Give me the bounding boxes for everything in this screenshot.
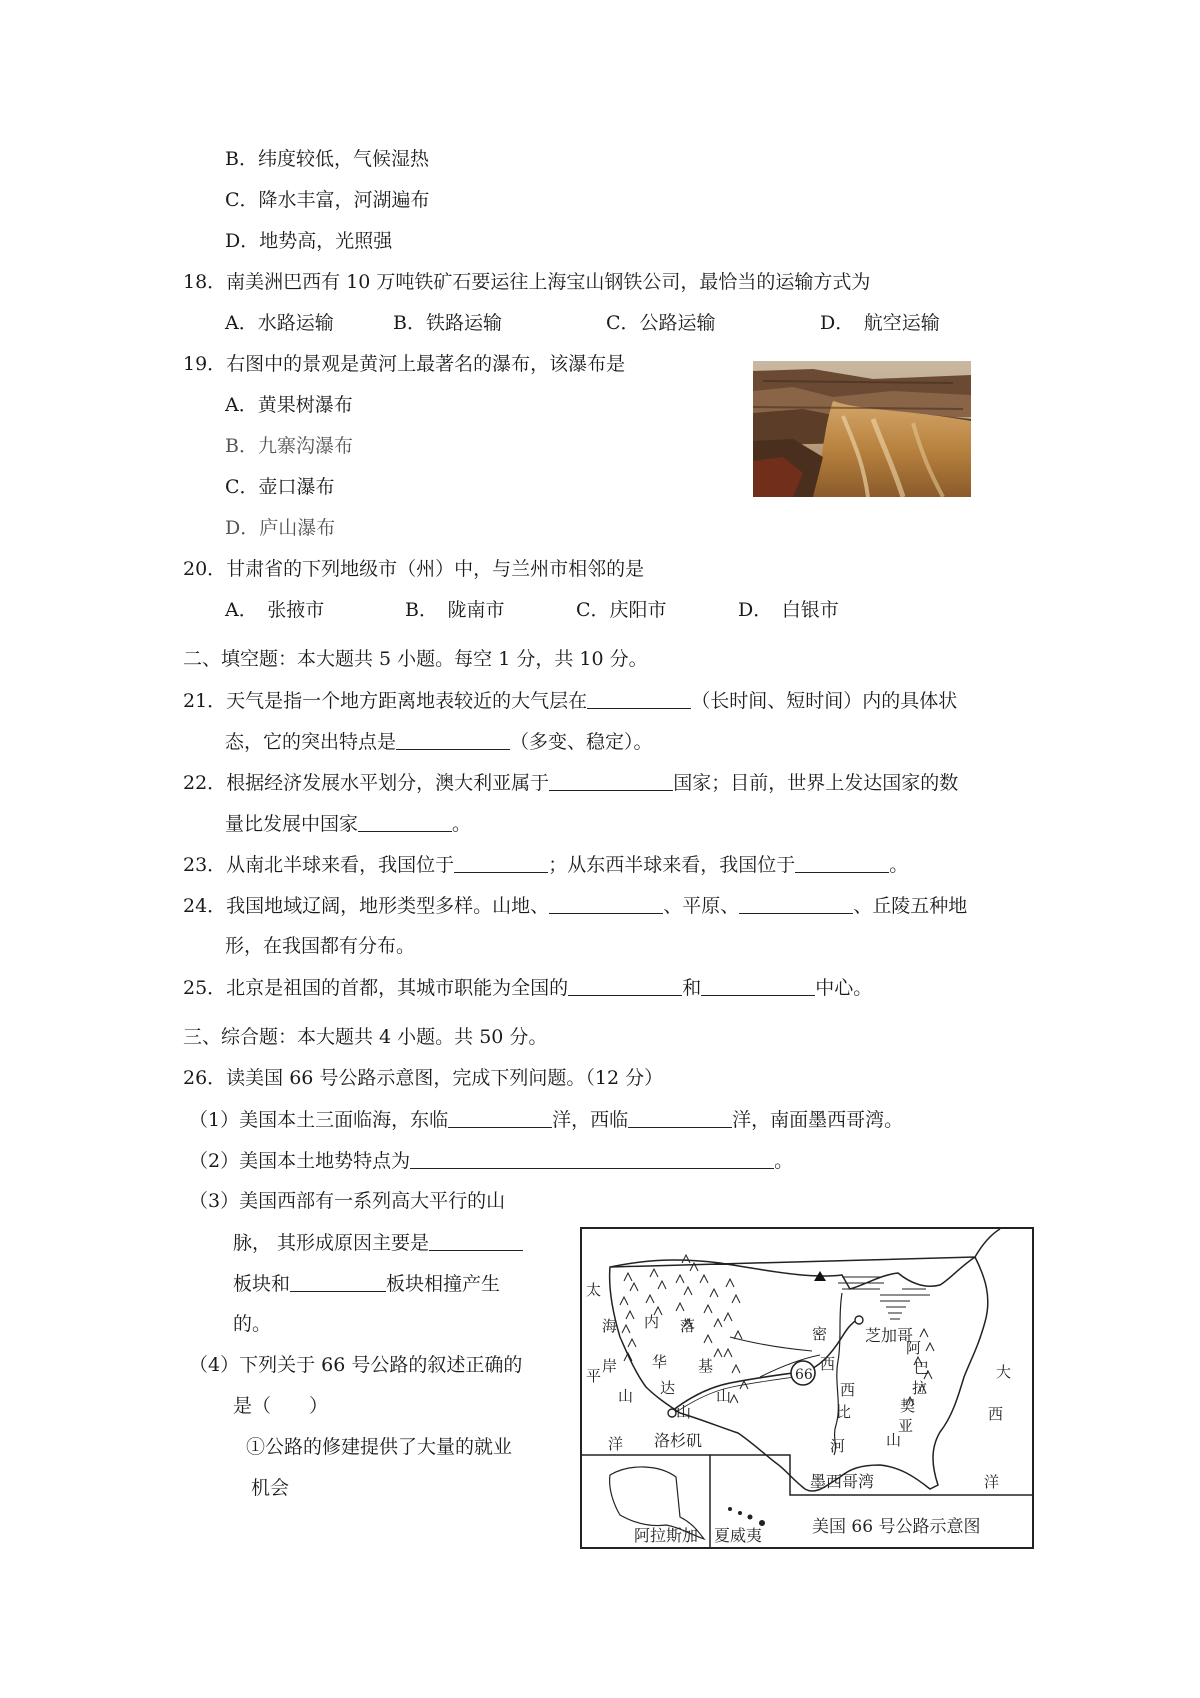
svg-text:达: 达 <box>660 1379 676 1397</box>
svg-text:芝加哥: 芝加哥 <box>865 1326 914 1345</box>
q26-part-2: （2）美国本土地势特点为 。 <box>189 1150 794 1172</box>
q26-blank-west-ocean[interactable] <box>628 1107 732 1128</box>
q25-blank-2[interactable] <box>701 975 815 996</box>
q26-part-3-line-2: 脉， 其形成原因主要是 <box>233 1230 523 1255</box>
svg-text:山: 山 <box>886 1431 902 1449</box>
q26-stem: 26．读美国 66 号公路示意图，完成下列问题。（12 分） <box>183 1067 664 1089</box>
q26-part-3-line-1: （3）美国西部有一系列高大平行的山 <box>189 1190 506 1212</box>
la-marker-icon <box>668 1409 676 1417</box>
q17-option-c: C．降水丰富，河湖遍布 <box>225 189 430 211</box>
q17-option-b: B．纬度较低，气候湿热 <box>225 148 429 170</box>
q26-part-4-line-1: （4）下列关于 66 号公路的叙述正确的 <box>189 1354 523 1376</box>
q20-option-c: C．庆阳市 <box>576 599 667 621</box>
svg-text:66: 66 <box>795 1367 813 1383</box>
q20-option-a: A． 张掖市 <box>225 599 325 621</box>
q20-option-b: B． 陇南市 <box>405 599 505 621</box>
q26-part-3-line-4: 的。 <box>233 1313 272 1335</box>
waterfall-photo <box>753 361 971 497</box>
q21-line-1: 21．天气是指一个地方距离地表较近的大气层在 （长时间、短时间）内的具体状 <box>183 690 958 712</box>
svg-text:河: 河 <box>830 1437 846 1455</box>
svg-text:拉: 拉 <box>912 1379 928 1397</box>
q22-line-1: 22．根据经济发展水平划分，澳大利亚属于 国家；目前，世界上发达国家的数 <box>183 772 959 794</box>
q18-option-a: A．水路运输 <box>225 312 334 334</box>
q23-blank-2[interactable] <box>795 852 889 873</box>
q21-line-2: 态，它的突出特点是 （多变、稳定）。 <box>225 731 653 753</box>
svg-text:基: 基 <box>698 1357 714 1375</box>
q21-blank-1[interactable] <box>587 688 691 709</box>
q23-line: 23．从南北半球来看，我国位于 ；从东西半球来看，我国位于 。 <box>183 854 909 876</box>
q19-option-d: D．庐山瀑布 <box>225 517 336 539</box>
section-3-heading: 三、综合题：本大题共 4 小题。共 50 分。 <box>183 1026 548 1048</box>
svg-text:山: 山 <box>618 1387 634 1405</box>
svg-text:密: 密 <box>812 1325 828 1343</box>
svg-text:山: 山 <box>716 1387 732 1405</box>
svg-text:内: 内 <box>644 1313 660 1331</box>
q24-blank-1[interactable] <box>549 893 663 914</box>
q20-option-d: D． 白银市 <box>738 599 839 621</box>
q22-line-2: 量比发展中国家 。 <box>225 813 472 835</box>
q25-blank-1[interactable] <box>568 975 682 996</box>
q17-option-d: D．地势高，光照强 <box>225 230 393 252</box>
map-caption: 美国 66 号公路示意图 <box>812 1517 981 1537</box>
svg-text:墨西哥湾: 墨西哥湾 <box>810 1472 875 1491</box>
q24-line-2: 形，在我国都有分布。 <box>225 935 416 957</box>
q24-blank-2[interactable] <box>739 893 853 914</box>
q22-blank-1[interactable] <box>549 770 673 791</box>
q18-option-c: C．公路运输 <box>606 312 716 334</box>
svg-text:契: 契 <box>900 1397 916 1415</box>
chicago-marker-icon <box>855 1316 863 1324</box>
svg-text:大: 大 <box>996 1363 1012 1381</box>
svg-text:洋: 洋 <box>984 1473 1000 1491</box>
q18-option-d: D． 航空运输 <box>820 312 940 334</box>
q19-stem: 19．右图中的景观是黄河上最著名的瀑布，该瀑布是 <box>183 353 626 375</box>
q26-blank-east-ocean[interactable] <box>448 1107 552 1128</box>
q19-option-b: B．九寨沟瀑布 <box>225 435 353 457</box>
svg-text:海: 海 <box>602 1317 618 1335</box>
svg-text:华: 华 <box>652 1353 668 1371</box>
svg-text:比: 比 <box>836 1403 852 1421</box>
q19-option-c: C．壶口瀑布 <box>225 476 335 498</box>
q26-part-4-option-1-line-2: 机会 <box>251 1477 290 1499</box>
svg-text:山: 山 <box>676 1403 692 1421</box>
svg-text:亚: 亚 <box>898 1417 914 1435</box>
q26-blank-terrain[interactable] <box>410 1148 774 1169</box>
svg-text:西: 西 <box>988 1405 1004 1423</box>
svg-text:岸: 岸 <box>602 1357 618 1375</box>
svg-text:阿拉斯加: 阿拉斯加 <box>634 1526 699 1545</box>
svg-text:夏威夷: 夏威夷 <box>714 1526 763 1545</box>
q26-blank-plate-1[interactable] <box>429 1230 523 1251</box>
svg-text:西: 西 <box>820 1355 836 1373</box>
svg-text:平: 平 <box>586 1367 602 1385</box>
section-2-heading: 二、填空题：本大题共 5 小题。每空 1 分，共 10 分。 <box>183 648 648 670</box>
q26-part-1: （1）美国本土三面临海，东临 洋，西临 洋，南面墨西哥湾。 <box>189 1109 904 1131</box>
q19-option-a: A．黄果树瀑布 <box>225 394 353 416</box>
q21-blank-2[interactable] <box>396 729 510 750</box>
q20-stem: 20．甘肃省的下列地级市（州）中，与兰州市相邻的是 <box>183 558 645 580</box>
svg-text:巴: 巴 <box>914 1359 930 1377</box>
q23-blank-1[interactable] <box>454 852 548 873</box>
svg-text:落: 落 <box>680 1317 696 1335</box>
q26-part-3-line-3: 板块和 板块相撞产生 <box>233 1273 501 1295</box>
svg-text:洛杉矶: 洛杉矶 <box>654 1431 703 1450</box>
q22-blank-2[interactable] <box>358 811 452 832</box>
svg-text:洋: 洋 <box>608 1435 624 1453</box>
q24-line-1: 24．我国地域辽阔，地形类型多样。山地、 、平原、 、丘陵五种地 <box>183 895 968 917</box>
svg-text:阿: 阿 <box>906 1339 922 1357</box>
q26-blank-plate-2[interactable] <box>290 1271 386 1292</box>
svg-text:西: 西 <box>840 1381 856 1399</box>
q18-option-b: B．铁路运输 <box>393 312 502 334</box>
q18-stem: 18．南美洲巴西有 10 万吨铁矿石要运往上海宝山钢铁公司，最恰当的运输方式为 <box>183 271 871 293</box>
q26-part-4-option-1-line-1: ①公路的修建提供了大量的就业 <box>246 1436 513 1458</box>
q25-line: 25．北京是祖国的首都，其城市职能为全国的 和 中心。 <box>183 977 873 999</box>
svg-text:太: 太 <box>586 1281 602 1299</box>
q26-part-4-line-2: 是（ ） <box>233 1395 329 1417</box>
route-66-map <box>580 1227 1034 1549</box>
